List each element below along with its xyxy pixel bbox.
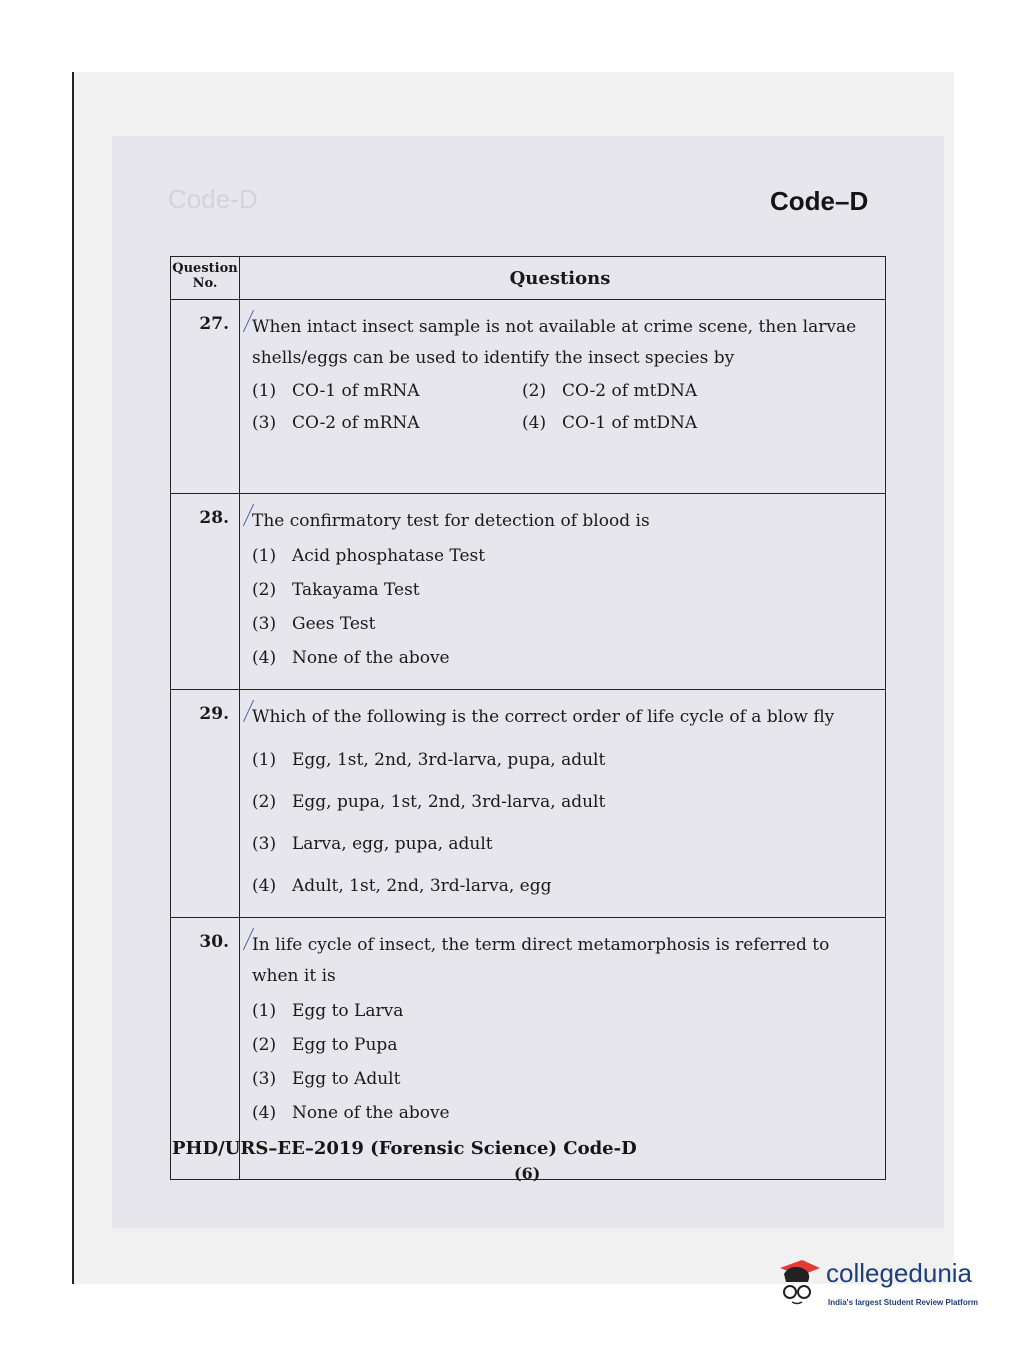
option: (2) Takayama Test [252, 580, 420, 600]
question-stem: The confirmatory test for detection of blood is [252, 511, 650, 531]
option: (4) Adult, 1st, 2nd, 3rd-larva, egg [252, 876, 552, 896]
option: (1) Egg to Larva [252, 1001, 404, 1021]
header-questions: Questions [240, 257, 886, 300]
brand-tagline: India's largest Student Review Platform [828, 1298, 978, 1307]
option: (1) Egg, 1st, 2nd, 3rd-larva, pupa, adult [252, 750, 606, 770]
question-stem: When intact insect sample is not available at crime scene, then larvae shells/eggs can be used to identify the insect species by [252, 317, 857, 368]
paper-footer: PHD/URS–EE–2019 (Forensic Science) Code-D [172, 1138, 637, 1159]
option: (4) CO-1 of mtDNA [522, 413, 698, 433]
question-number: 29. [199, 704, 229, 724]
option: (3) Larva, egg, pupa, adult [252, 834, 493, 854]
option: (4) None of the above [252, 1103, 450, 1123]
collegedunia-watermark [772, 1248, 1002, 1318]
option: (2) CO-2 of mtDNA [522, 381, 698, 401]
option: (3) CO-2 of mRNA [252, 413, 420, 433]
paper-code: Code–D [770, 186, 869, 216]
question-stem: In life cycle of insect, the term direct metamorphosis is referred to when it is [252, 935, 830, 986]
question-row [171, 690, 886, 918]
options-grid [252, 374, 881, 438]
option: (3) Egg to Adult [252, 1069, 401, 1089]
option: (1) CO-1 of mRNA [252, 381, 420, 401]
option: (3) Gees Test [252, 614, 376, 634]
bleed-through-text: Code-D [168, 184, 258, 214]
question-number: 30. [199, 932, 229, 952]
option: (1) Acid phosphatase Test [252, 546, 486, 566]
brand-name: collegedunia [826, 1258, 973, 1288]
option: (4) None of the above [252, 648, 450, 668]
option: (2) Egg, pupa, 1st, 2nd, 3rd-larva, adult [252, 792, 606, 812]
question-number: 27. [199, 314, 229, 334]
header-question-no: Question No. [171, 257, 240, 300]
page-number: (6) [514, 1164, 541, 1183]
table-header-row [171, 257, 886, 300]
questions-table [170, 256, 886, 1180]
question-row [171, 300, 886, 494]
question-number: 28. [199, 508, 229, 528]
question-row [171, 494, 886, 690]
option: (2) Egg to Pupa [252, 1035, 398, 1055]
mascot-logo-icon [772, 1254, 822, 1306]
question-stem: Which of the following is the correct order of life cycle of a blow fly [252, 707, 835, 727]
